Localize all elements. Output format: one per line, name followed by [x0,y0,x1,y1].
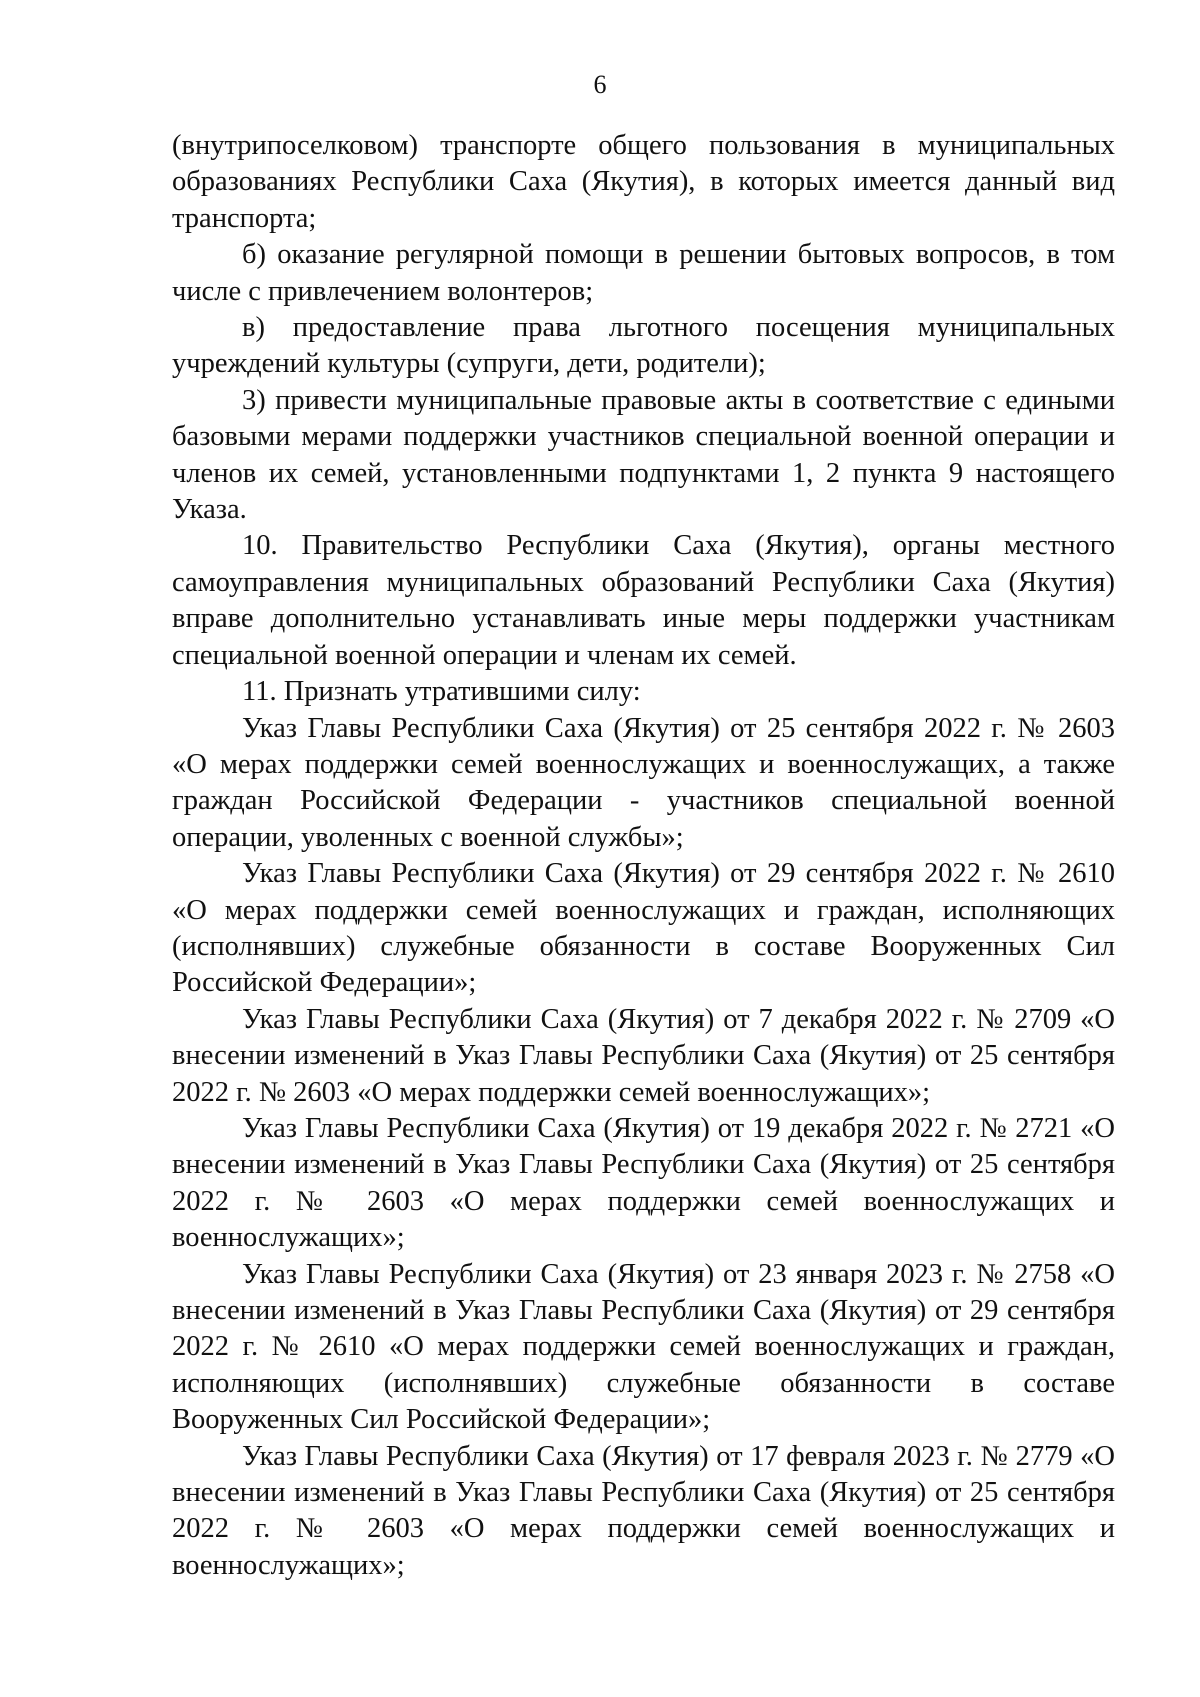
paragraph: 10. Правительство Республики Саха (Якутия), органы местного самоуправления муниципальных образований Республики Саха (Якутия) вправе дополнительно устанавливать иные меры поддержки участникам специальной военной операции и членам их семей. [172,530,1115,671]
paragraph: Указ Главы Республики Саха (Якутия) от 23 января 2023 г. № 2758 «О внесении изменений в Указ Главы Республики Саха (Якутия) от 29 сентября 2022 г. № 2610 «О мерах поддержки семей военнослужащих и граждан, исполняющих (исполнявших) служебные обязанности в составе Вооруженных Сил Российской Федерации»; [172,1258,1115,1436]
paragraph: 3) привести муниципальные правовые акты в соответствие с едиными базовыми мерами поддержки участников специальной военной операции и членов их семей, установленными подпунктами 1, 2 пункта 9 настоящего Указа. [172,384,1115,526]
paragraph: Указ Главы Республики Саха (Якутия) от 7 декабря 2022 г. № 2709 «О внесении изменений в Указ Главы Республики Саха (Якутия) от 25 сентября 2022 г. № 2603 «О мерах поддержки семей военнослужащих»; [172,1003,1115,1108]
paragraph: Указ Главы Республики Саха (Якутия) от 19 декабря 2022 г. № 2721 «О внесении изменений в Указ Главы Республики Саха (Якутия) от 25 сентября 2022 г. № 2603 «О мерах поддержки семей военнослужащих и военнослужащих»; [172,1112,1115,1254]
page-number: 6 [593,70,607,99]
paragraph: Указ Главы Республики Саха (Якутия) от 17 февраля 2023 г. № 2779 «О внесении изменений в Указ Главы Республики Саха (Якутия) от 25 сентября 2022 г. № 2603 «О мерах поддержки семей военнослужащих и военнослужащих»; [172,1440,1115,1581]
document-body [172,128,1115,1584]
paragraph: б) оказание регулярной помощи в решении бытовых вопросов, в том числе с привлечением волонтеров; [172,239,1115,307]
paragraph: (внутрипоселковом) транспорте общего пользования в муниципальных образованиях Республики Саха (Якутия), в которых имеется данный вид транспорта; [172,130,1115,234]
paragraph: Указ Главы Республики Саха (Якутия) от 29 сентября 2022 г. № 2610 «О мерах поддержки семей военнослужащих и граждан, исполняющих (исполнявших) служебные обязанности в составе Вооруженных Сил Российской Федерации»; [172,858,1115,999]
paragraph: Указ Главы Республики Саха (Якутия) от 25 сентября 2022 г. № 2603 «О мерах поддержки семей военнослужащих и военнослужащих, а также граждан Российской Федерации - участников специальной военной операции, уволенных с военной службы»; [172,712,1115,853]
paragraph: в) предоставление права льготного посещения муниципальных учреждений культуры (супруги, дети, родители); [172,312,1115,380]
paragraph: 11. Признать утратившими силу: [242,676,641,708]
